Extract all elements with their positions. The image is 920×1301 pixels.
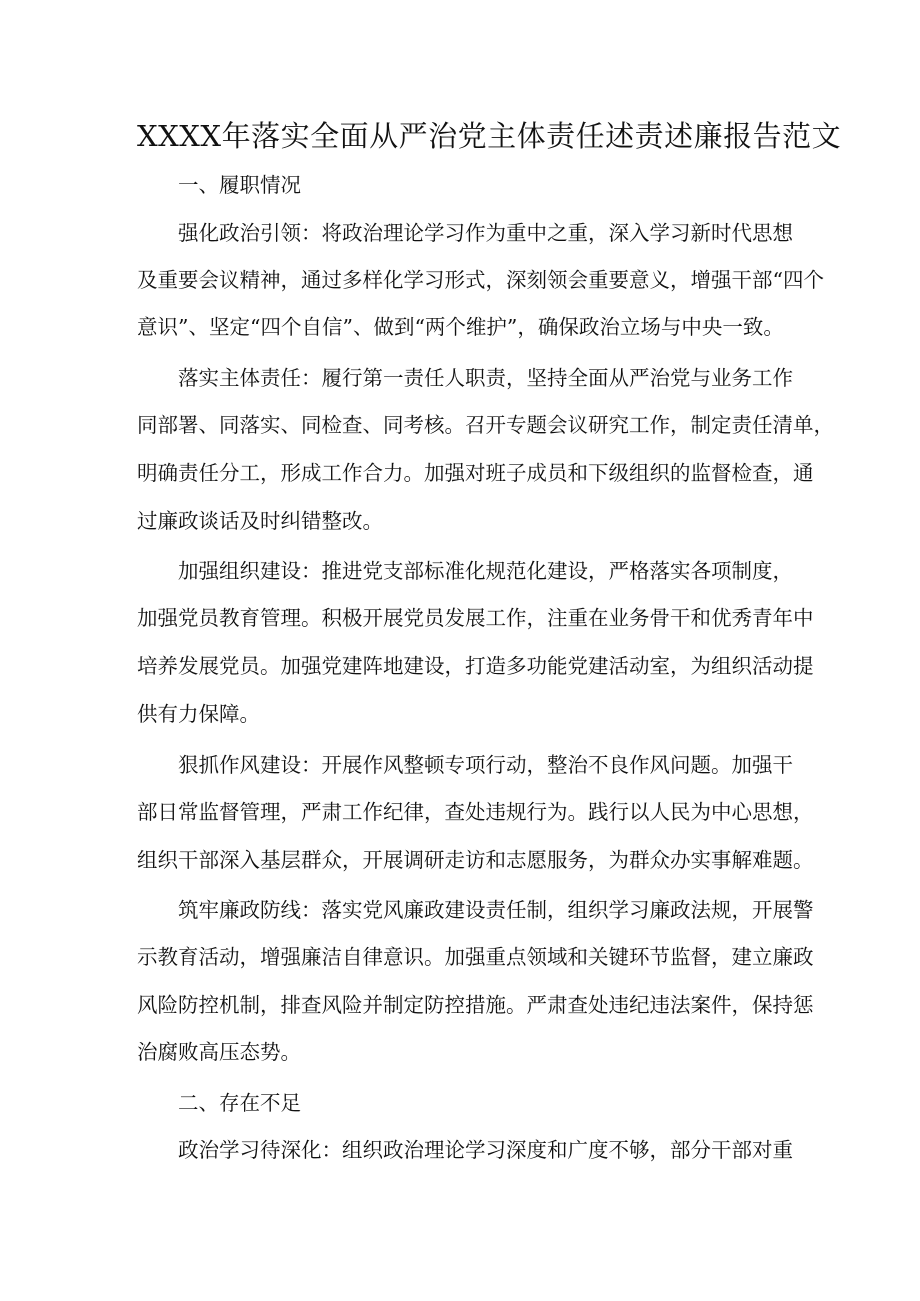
paragraph-line: 明确责任分工，形成工作合力。加强对班子成员和下级组织的监督检查，通 <box>137 461 814 485</box>
paragraph-line: 同部署、同落实、同检查、同考核。召开专题会议研究工作，制定责任清单， <box>137 413 834 437</box>
paragraph-line: 及重要会议精神，通过多样化学习形式，深刻领会重要意义，增强干部“四个 <box>137 268 824 292</box>
paragraph-line: 落实主体责任：履行第一责任人职责，坚持全面从严治党与业务工作 <box>178 366 793 390</box>
paragraph-line: 供有力保障。 <box>137 702 260 726</box>
paragraph-line: 加强党员教育管理。积极开展党员发展工作，注重在业务骨干和优秀青年中 <box>137 606 814 630</box>
paragraph-line: 意识”、坚定“四个自信”、做到“两个维护”，确保政治立场与中央一致。 <box>137 315 784 339</box>
paragraph-line: 治腐败高压态势。 <box>137 1040 301 1064</box>
paragraph-line: 加强组织建设：推进党支部标准化规范化建设，严格落实各项制度， <box>178 559 793 583</box>
paragraph-line: 政治学习待深化：组织政治理论学习深度和广度不够，部分干部对重 <box>178 1138 793 1162</box>
paragraph-line: 示教育活动，增强廉洁自律意识。加强重点领域和关键环节监督，建立廉政 <box>137 945 814 969</box>
paragraph-line: 筑牢廉政防线：落实党风廉政建设责任制，组织学习廉政法规，开展警 <box>178 898 814 922</box>
paragraph-line: 组织干部深入基层群众，开展调研走访和志愿服务，为群众办实事解难题。 <box>137 848 814 872</box>
paragraph-line: 过廉政谈话及时纠错整改。 <box>137 509 383 533</box>
section-heading-performance: 一、履职情况 <box>178 173 301 197</box>
paragraph-line: 培养发展党员。加强党建阵地建设，打造多功能党建活动室，为组织活动提 <box>137 654 814 678</box>
paragraph-line: 狠抓作风建设：开展作风整顿专项行动，整治不良作风问题。加强干 <box>178 753 793 777</box>
document-title: XXXX年落实全面从严治党主体责任述责述廉报告范文 <box>137 119 842 153</box>
paragraph-line: 部日常监督管理，严肃工作纪律，查处违规行为。践行以人民为中心思想， <box>137 800 814 824</box>
paragraph-line: 强化政治引领：将政治理论学习作为重中之重，深入学习新时代思想 <box>178 221 793 245</box>
paragraph-line: 风险防控机制，排查风险并制定防控措施。严肃查处违纪违法案件，保持惩 <box>137 993 814 1017</box>
section-heading-shortcomings: 二、存在不足 <box>178 1091 301 1115</box>
